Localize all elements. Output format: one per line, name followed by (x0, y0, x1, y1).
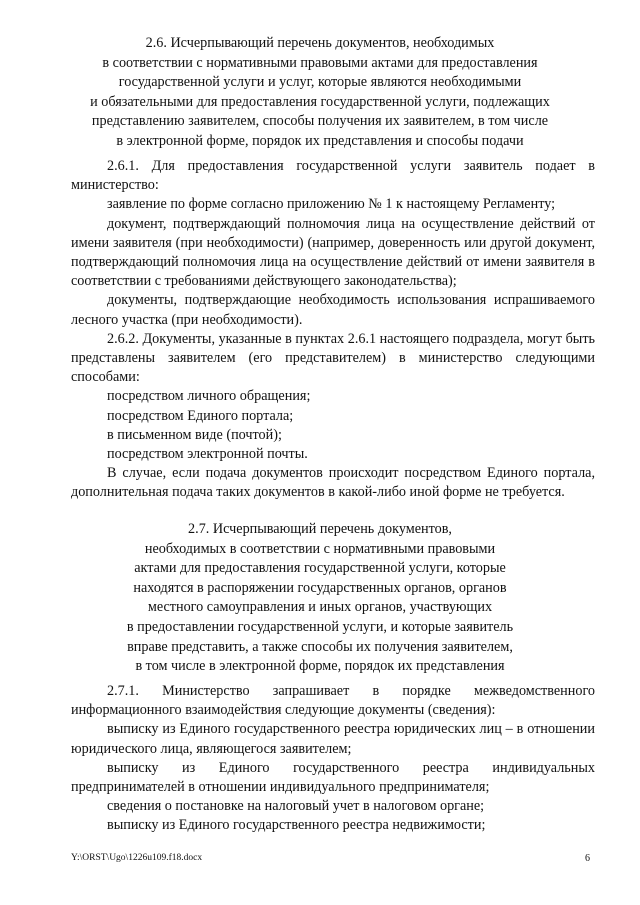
paragraph-2-6-1: 2.6.1. Для предоставления государственной услуги заявитель подает в министерство: (71, 158, 595, 194)
heading-line: 2.7. Исчерпывающий перечень документов, (188, 521, 452, 537)
heading-line: представлению заявителем, способы получения их заявителем, в том числе (91, 113, 549, 130)
heading-line: находятся в распоряжении государственных органов, органов (133, 579, 507, 596)
heading-line: 2.6. Исчерпывающий перечень документов, необходимых (145, 35, 495, 51)
footer-file-path: Y:\ORST\Ugo\1226u109.f18.docx (71, 853, 203, 863)
heading-line: в том числе в электронной форме, порядок их представления (135, 658, 505, 675)
heading-line: актами для предоставления государственной услуги, которые (134, 560, 506, 577)
list-item-by-mail: в письменном виде (почтой); (107, 426, 282, 443)
list-item-single-portal: посредством Единого портала; (107, 407, 294, 424)
list-item-entrepreneurs-register: выписку из Единого государственного реестра индивидуальных предпринимателей в отношении индивидуального предпринимателя; (71, 759, 595, 796)
heading-line: и обязательными для предоставления государственной услуги, подлежащих (90, 93, 550, 110)
list-item-email: посредством электронной почты. (107, 446, 308, 463)
section-2-7-body (71, 682, 595, 836)
section-2-6-heading (60, 34, 580, 152)
list-item-legal-entities-register: выписку из Единого государственного реестра юридических лиц – в отношении юридического лица, являющегося заявителем; (71, 721, 595, 757)
paragraph-portal-submission-note: В случае, если подача документов происходит посредством Единого портала, дополнительная подача таких документов в какой-либо иной форме не требуется. (71, 465, 595, 501)
heading-line: в соответствии с нормативными правовыми актами для предоставления (102, 54, 538, 71)
paragraph-land-plot-documents: документы, подтверждающие необходимость использования испрашиваемого лесного участка (при необходимости). (71, 292, 595, 328)
list-item-personal-visit: посредством личного обращения; (107, 388, 311, 405)
page-number: 6 (585, 853, 590, 864)
paragraph-application-form: заявление по форме согласно приложению № 1 к настоящему Регламенту; (107, 196, 556, 213)
list-item-tax-registration: сведения о постановке на налоговый учет в налоговом органе; (107, 798, 485, 815)
heading-line: необходимых в соответствии с нормативными правовыми (144, 540, 496, 557)
paragraph-authority-document: документ, подтверждающий полномочия лица на осуществление действий от имени заявителя (при необходимости) (например, доверенность или другой документ, подтверждающий полномочия лица на осуществление действий от имени заявителя в соответствии с требованиями действующего законодательства); (71, 215, 595, 290)
heading-line: в электронной форме, порядок их представления и способы подачи (116, 132, 524, 149)
paragraph-2-7-1: 2.7.1. Министерство запрашивает в порядке межведомственного информационного взаимодействия следующие документы (сведения): (71, 683, 595, 719)
heading-line: государственной услуги и услуг, которые являются необходимыми (118, 74, 522, 91)
section-2-6-body (71, 157, 595, 503)
heading-line: вправе представить, а также способы их получения заявителем, (127, 638, 513, 655)
heading-line: местного самоуправления и иных органов, участвующих (147, 599, 493, 616)
heading-line: в предоставлении государственной услуги, и которые заявитель (126, 618, 514, 635)
section-2-7-heading (60, 520, 580, 677)
list-item-real-estate-register: выписку из Единого государственного реестра недвижимости; (107, 817, 486, 834)
paragraph-2-6-2: 2.6.2. Документы, указанные в пунктах 2.6.1 настоящего подраздела, могут быть представлены заявителем (его представителем) в министерство следующими способами: (71, 330, 595, 386)
